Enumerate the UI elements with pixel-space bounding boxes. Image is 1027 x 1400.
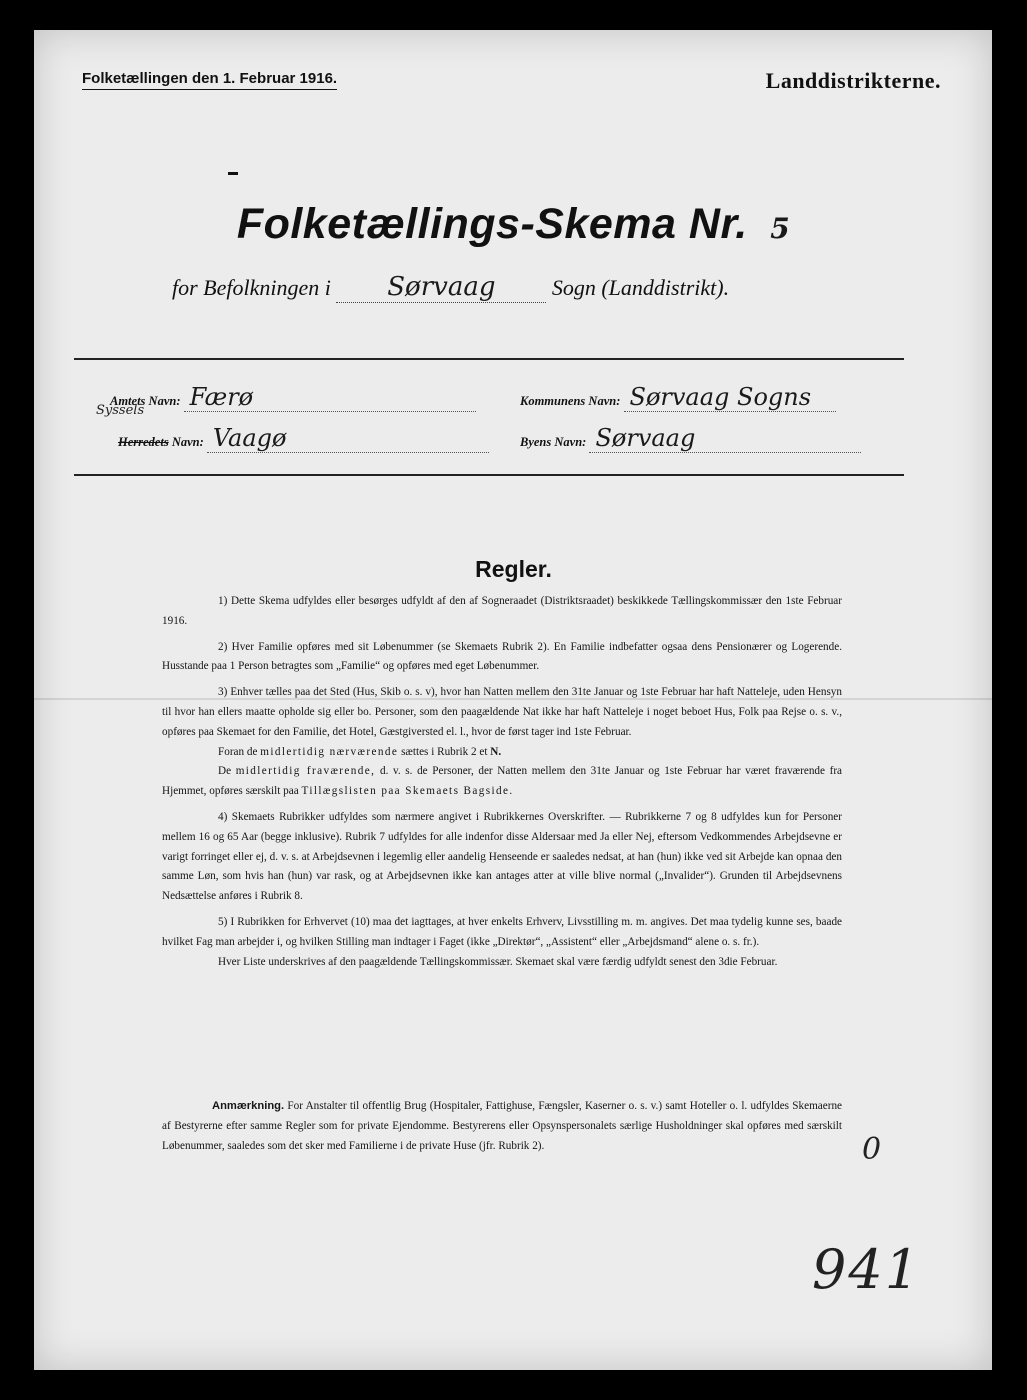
rule-3-absent [162, 762, 842, 802]
subtitle-suffix: Sogn (Landdistrikt). [551, 275, 730, 300]
rule-3-present-post: sættes i Rubrik 2 et [401, 745, 488, 758]
rule-3-absent-pre: De [218, 765, 232, 778]
handwritten-page-number: 941 [812, 1238, 922, 1301]
ink-mark [228, 172, 238, 175]
herred-field [118, 424, 489, 453]
rules-section [162, 592, 842, 978]
herred-value: Vaagø [207, 424, 489, 453]
amt-value: Færø [184, 383, 476, 412]
form-title [0, 200, 1027, 249]
rule-3-absent-spaced2: Tillægslisten paa Skemaets Bagside. [301, 785, 514, 798]
herred-label: Navn: [171, 435, 204, 449]
amt-field [110, 383, 476, 412]
remark-body: For Anstalter til offentlig Brug (Hospitaler, Fattighuse, Fængsler, Kaserner o. s. v.) samt Hoteller o. l. udfyldes Skemaerne af Bestyrerne efter samme Regler som for private Ejendomme. Bestyrerens eller Opsynspersonalets særlige Husholdninger skal opføres med særskilt Løbenummer, saaledes som det sker med Familierne i de private Huse (jfr. Rubrik 2). [162, 1100, 843, 1152]
rules-title: Regler. [475, 556, 552, 582]
rule-5: 5) I Rubrikken for Erhvervet (10) maa det iagttages, at hver enkelts Erhverv, Livsstilling m. m. angives. Det maa tydelig kunne ses, baade hvilket Fag man arbejder i, og hvilken Stilling man indtager i Faget (ikke „Direktør“, „Assistent“ eller „Arbejdsmand“ alene o. s. fr.). [162, 915, 842, 948]
rule-3-present [162, 743, 842, 763]
herred-label-struck: Herredets [118, 435, 169, 449]
remark-text [162, 1097, 842, 1156]
form-title-text: Folketællings-Skema Nr. [236, 200, 748, 248]
census-date-header: Folketællingen den 1. Februar 1916. [82, 70, 337, 90]
by-value: Sørvaag [589, 424, 861, 453]
rule-3-present-spaced: midlertidig nærværende [260, 745, 399, 758]
amt-label: Amtets Navn: [110, 394, 181, 408]
district-type-header: Landdistrikterne. [765, 68, 941, 93]
rule-1: 1) Dette Skema udfyldes eller besørges udfyldt af den af Sogneraadet (Distriktsraadet) beskikkede Tællingskommissær den 1ste Februar 1916. [162, 595, 842, 627]
rule-4: 4) Skemaets Rubrikker udfyldes som nærmere angivet i Rubrikkernes Overskrifter. — Rubrikkerne 7 og 8 udfyldes kun for Personer mellem 16 og 65 Aar (begge inklusive). Rubrik 7 udfyldes for alle indenfor disse Aldersaar med Ja eller Nej, eftersom Vedkommendes Arbejdsevne er varigt forringet eller ej, d. v. s. at Arbejdsevnen i legemlig eller aandelig Henseende er saaledes nedsat, at han (hun) ikke ved sit Arbejde kan opnaa den samme Løn, som hvis han (hun) var rask, og at Arbejdsevnen ikke kan antages atter at ville blive normal („Invalider“). Grunden til Arbejdsevnens Nedsættelse anføres i Rubrik 8. [162, 810, 842, 903]
rule-3-absent-mid: d. v. s. de Personer, der Natten mellem den 31te Januar og 1ste Februar har været fraværende fra Hjemmet, opføres særskilt paa [162, 765, 843, 798]
form-number: 5 [770, 212, 791, 245]
form-subtitle [172, 272, 729, 303]
kommune-label: Kommunens Navn: [520, 394, 621, 408]
remark-label: Anmærkning. [212, 1100, 285, 1112]
divider-top [74, 358, 904, 360]
handwritten-zero: 0 [862, 1132, 882, 1167]
kommune-field [520, 383, 836, 412]
by-label: Byens Navn: [520, 435, 587, 449]
kommune-value: Sørvaag Sogns [624, 383, 836, 412]
rule-3: 3) Enhver tælles paa det Sted (Hus, Skib o. s. v), hvor han Natten mellem den 31te Januar og 1ste Februar har haft Natteleje, uden Hensyn til hvor han ellers maatte opholde sig eller bo. Personer, som den paagældende Nat ikke har haft Natteleje i noget beboet Hus, Folk paa Rejse o. s. v., opføres paa Skemaet for den Familie, det Hotel, Gæstgiversted el. l., hvor de først tager ind 1ste Februar. [162, 686, 842, 738]
remark-section [162, 1097, 842, 1156]
rule-3-present-mark: N. [490, 745, 502, 758]
parish-name: Sørvaag [336, 272, 546, 303]
divider-bottom [74, 474, 904, 476]
by-field [520, 424, 861, 453]
rule-3-absent-spaced: midlertidig fraværende, [235, 765, 376, 778]
rule-3-present-pre: Foran de [218, 745, 258, 758]
rule-6: Hver Liste underskrives af den paagældende Tællingskommissær. Skemaet skal være færdig udfyldt senest den 3die Februar. [218, 955, 778, 968]
subtitle-prefix: for Befolkningen i [172, 275, 331, 300]
herred-handwritten-note: Syssels [96, 403, 145, 418]
rule-2: 2) Hver Familie opføres med sit Løbenummer (se Skemaets Rubrik 2). En Familie indbefatter ogsaa dens Pensionærer og Logerende. Husstande paa 1 Person betragtes som „Familie“ og opføres med eget Løbenummer. [162, 640, 842, 673]
